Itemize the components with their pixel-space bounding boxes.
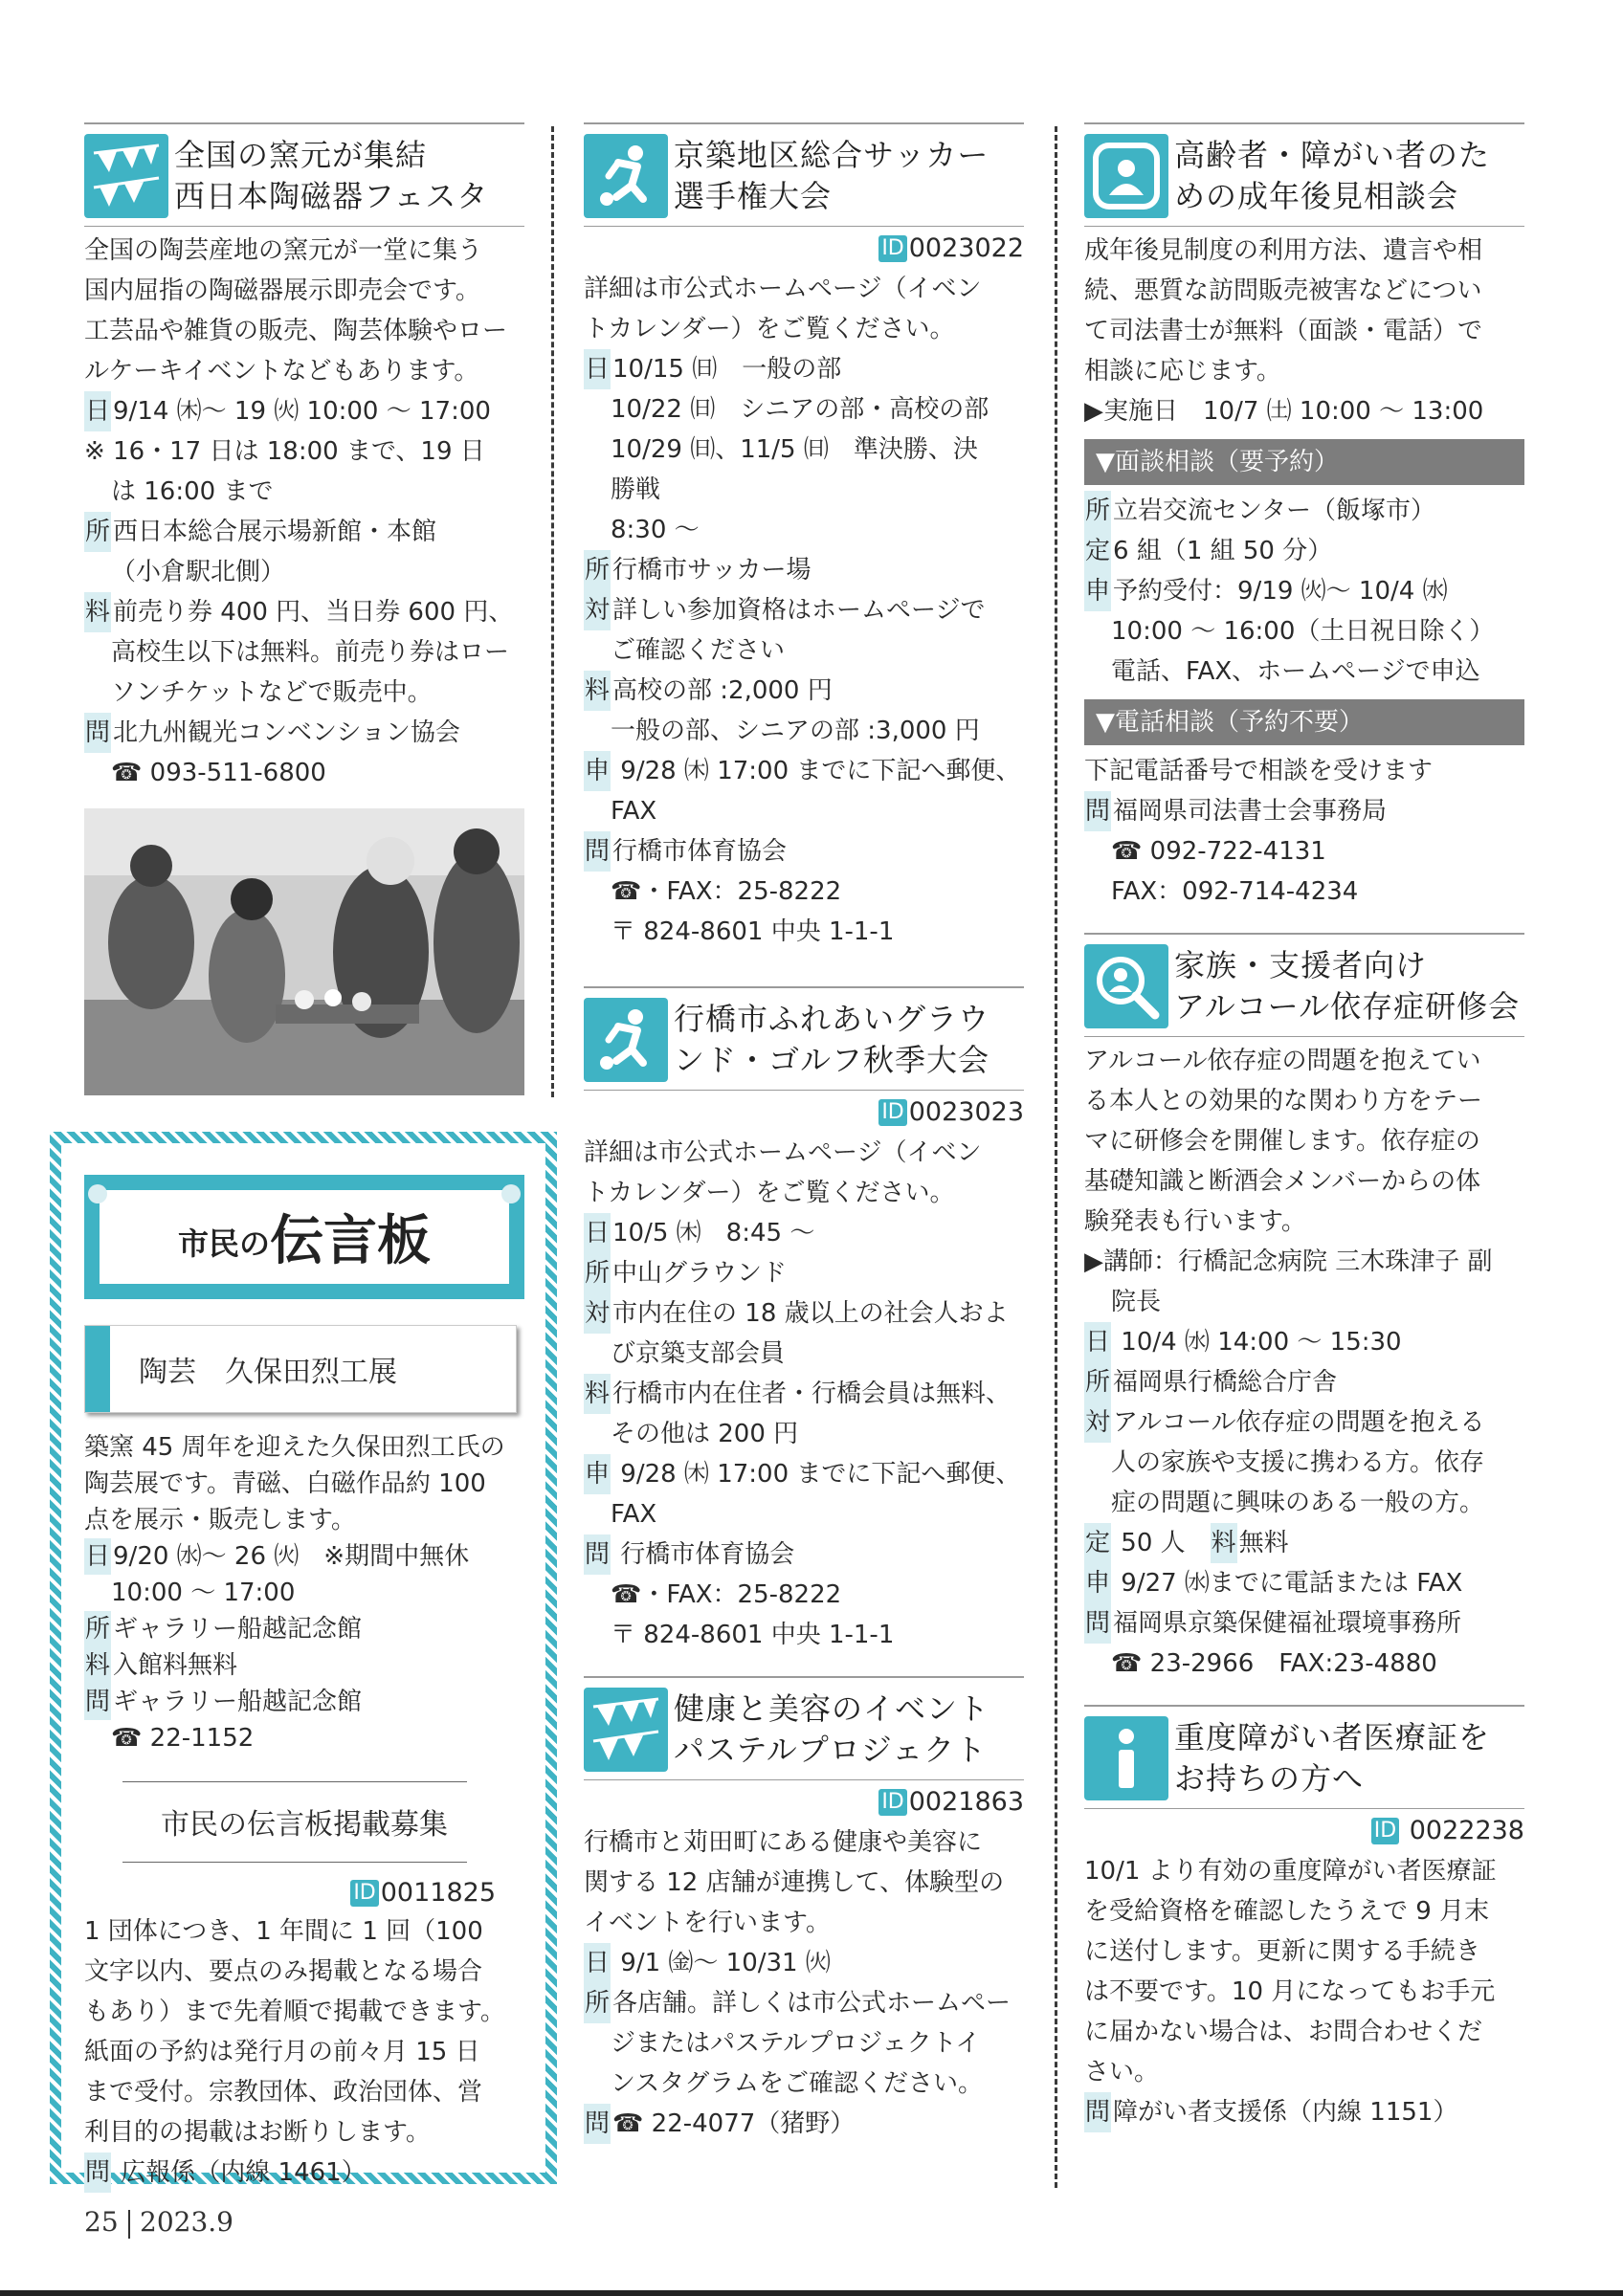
section-band: ▼電話相談（予約不要）	[1084, 699, 1524, 745]
event-time: 8:30 ～	[611, 516, 700, 544]
body-line: に送付します。更新に関する手続き	[1084, 1937, 1480, 1966]
event-date: 10/22 ㈰ シニアの部・高校の部	[611, 395, 989, 424]
article-header	[1084, 933, 1524, 1037]
section-band: ▼面談相談（要予約）	[1084, 439, 1524, 485]
capacity-tag: 定	[1084, 531, 1111, 571]
fee-tag: 料	[84, 1647, 111, 1684]
place-tag: 所	[1084, 491, 1111, 531]
board-ad-body	[84, 1429, 524, 1756]
board-title-small: 市民の	[177, 1225, 270, 1262]
article-title-line1: 行橋市ふれあいグラウ	[674, 1001, 990, 1037]
event-place: 行橋市サッカー場	[612, 556, 812, 585]
flag-garland-icon	[584, 1688, 668, 1772]
body-line: 詳細は市公式ホームページ（イベン	[584, 275, 982, 303]
body-line: る本人との効果的な関わり方をテー	[1084, 1087, 1483, 1115]
date-tag: 日	[584, 1943, 611, 1983]
body-line: 国内屈指の陶磁器展示即売会です。	[84, 276, 480, 305]
event-place: 福岡県行橋総合庁舎	[1113, 1368, 1338, 1397]
event-date: 9/1 ㈮～ 10/31 ㈫	[612, 1949, 831, 1977]
lecturer: 院長	[1111, 1288, 1162, 1316]
apply-tag: 申	[1084, 1563, 1111, 1603]
body-line: は不要です。10 月になってもお手元	[1084, 1977, 1496, 2006]
body-line: 工芸品や雑貨の販売、陶芸体験やロー	[84, 317, 508, 345]
body-line: イベントを行います。	[584, 1909, 831, 1937]
event-capacity: 6 組（1 組 50 分）	[1113, 537, 1333, 565]
event-apply: FAX	[611, 797, 657, 826]
event-contact: 福岡県司法書士会事務局	[1113, 797, 1388, 826]
event-place: （小倉駅北側）	[111, 558, 286, 586]
phone-note: 下記電話番号で相談を受けます	[1084, 757, 1434, 785]
ad-body-line: 陶芸展です。青磁、白磁作品約 100	[84, 1469, 486, 1498]
event-date: 9/14 ㈭～ 19 ㈫ 10:00 ～ 17:00	[113, 397, 491, 426]
event-fee: 前売り券 400 円、当日券 600 円、	[113, 598, 514, 627]
ad-phone: ☎ 22-1152	[111, 1724, 255, 1753]
flag-garland-icon	[84, 134, 168, 218]
date-note: は 16:00 まで	[111, 477, 274, 506]
article-header	[84, 122, 524, 227]
ad-contact: ギャラリー船越記念館	[113, 1688, 363, 1716]
fee-tag: 料	[84, 592, 111, 632]
info-icon	[1084, 1716, 1168, 1800]
contact-tag: 問	[1084, 1603, 1111, 1644]
place-tag: 所	[84, 512, 111, 552]
lecturer: ▶講師：行橋記念病院 三木珠津子 副	[1084, 1247, 1493, 1276]
body-line: 成年後見制度の利用方法、遺言や相	[1084, 236, 1483, 265]
body-line: トカレンダー）をご覧ください。	[584, 315, 955, 343]
article-title-line2: めの成年後見相談会	[1174, 178, 1459, 214]
event-address: 〒 824-8601 中央 1-1-1	[611, 1621, 895, 1649]
contact-tag: 問	[84, 2152, 111, 2193]
event-target: アルコール依存症の問題を抱える	[1113, 1408, 1485, 1437]
id-badge: ID	[1371, 1818, 1399, 1844]
ad-place: ギャラリー船越記念館	[113, 1615, 363, 1644]
running-person-icon	[584, 998, 668, 1082]
contact-tag: 問	[584, 1534, 611, 1575]
board-ad-header	[84, 1325, 517, 1413]
fee-tag: 料	[584, 671, 611, 711]
event-fee: 高校の部 :2,000 円	[612, 676, 833, 705]
article-header	[584, 1676, 1024, 1780]
event-contact: 障がい者支援係（内線 1151）	[1113, 2098, 1458, 2127]
article-title-line1: 健康と美容のイベント	[674, 1690, 990, 1727]
apply-tag: 申	[584, 1454, 611, 1494]
body-line: 験発表も行います。	[1084, 1207, 1306, 1236]
article-title-line1: 高齢者・障がい者のた	[1174, 137, 1491, 173]
place-tag: 所	[84, 1611, 111, 1647]
body-line: ルケーキイベントなどもあります。	[84, 357, 479, 386]
column-1	[84, 122, 524, 793]
page-id: 0021863	[908, 1787, 1024, 1817]
recruit-line: 利目的の掲載はお断りします。	[84, 2118, 431, 2147]
event-date: 勝戦	[611, 475, 661, 504]
event-contact: ☎ 22-4077（猪野）	[612, 2109, 856, 2138]
event-target: び京築支部会員	[611, 1339, 786, 1368]
article-title-line2: 選手権大会	[674, 178, 833, 214]
article-title-line1: 京築地区総合サッカー	[674, 137, 989, 173]
recruit-line: まで受付。宗教団体、政治団体、営	[84, 2078, 483, 2107]
page-id: 0023022	[908, 233, 1024, 263]
fee-tag: 料	[1211, 1523, 1237, 1563]
event-apply: 9/28 ㈭ 17:00 までに下記へ郵便、	[612, 757, 1021, 785]
article-title-line2: アルコール依存症研修会	[1174, 988, 1521, 1025]
ad-fee: 入館料無料	[113, 1651, 238, 1680]
body-line: に届かない場合は、お問合わせくだ	[1084, 2018, 1483, 2046]
event-place: 西日本総合展示場新館・本館	[113, 518, 437, 546]
recruit-body	[84, 1911, 524, 2193]
body-line: 詳細は市公式ホームページ（イベン	[584, 1138, 982, 1167]
event-fee: 一般の部、シニアの部 :3,000 円	[611, 717, 980, 745]
target-tag: 対	[584, 1293, 611, 1334]
event-phone: ☎ 092-722-4131	[1111, 837, 1326, 866]
event-target: 詳しい参加資格はホームページで	[612, 596, 986, 625]
event-place: 各店舗。詳しくは市公式ホームペー	[612, 1989, 1012, 2018]
divider	[122, 1781, 467, 1782]
body-line: 関する 12 店舗が連携して、体験型の	[584, 1868, 1005, 1897]
id-badge: ID	[878, 1099, 906, 1126]
apply-tag: 申	[1084, 571, 1111, 611]
event-fee: 無料	[1238, 1529, 1289, 1557]
contact-tag: 問	[84, 1684, 111, 1720]
place-tag: 所	[584, 550, 611, 590]
body-line: 相談に応じます。	[1084, 357, 1281, 386]
event-apply: 10:00 ～ 16:00（土日祝日除く）	[1111, 617, 1495, 646]
page-id: 0022238	[1401, 1816, 1524, 1845]
person-frame-icon	[1084, 134, 1168, 218]
recruit-line: もあり）まで先着順で掲載できます。	[84, 1998, 505, 2026]
column-3	[1084, 122, 1524, 2132]
place-tag: 所	[584, 1253, 611, 1293]
contact-tag: 問	[84, 713, 111, 753]
capacity-tag: 定	[1084, 1523, 1111, 1563]
contact-tag: 問	[584, 831, 611, 872]
article-header	[1084, 1705, 1524, 1809]
article-header	[1084, 122, 1524, 227]
article-title-line1: 重度障がい者医療証を	[1174, 1719, 1491, 1755]
target-tag: 対	[1084, 1402, 1111, 1443]
recruit-title: 市民の伝言板掲載募集	[161, 1808, 448, 1842]
event-fee: ソンチケットなどで販売中。	[111, 678, 433, 707]
date-tag: 日	[584, 1213, 611, 1253]
body-line: を受給資格を確認したうえで 9 月末	[1084, 1897, 1490, 1926]
event-address: 〒 824-8601 中央 1-1-1	[611, 917, 895, 946]
body-line: トカレンダー）をご覧ください。	[584, 1179, 955, 1207]
body-line: アルコール依存症の問題を抱えてい	[1084, 1047, 1481, 1075]
event-apply: 9/27 ㈬までに電話または FAX	[1113, 1569, 1463, 1598]
magnifier-person-icon	[1084, 944, 1168, 1028]
event-apply: FAX	[611, 1500, 657, 1529]
event-date: 10/29 ㈰、11/5 ㈰ 準決勝、決	[611, 435, 978, 464]
pin-icon	[88, 1184, 107, 1203]
body-line: て司法書士が無料（面談・電話）で	[1084, 317, 1483, 345]
ad-time: 10:00 ～ 17:00	[111, 1578, 296, 1607]
article-title-line2: ンド・ゴルフ秋季大会	[674, 1042, 990, 1078]
page-id: 0023023	[908, 1097, 1024, 1127]
recruit-line: 紙面の予約は発行月の前々月 15 日	[84, 2038, 480, 2066]
body-line: 行橋市と苅田町にある健康や美容に	[584, 1828, 983, 1857]
contact-tag: 問	[1084, 2092, 1111, 2132]
event-date: 10/15 ㈰ 一般の部	[612, 355, 842, 384]
event-apply: 9/28 ㈭ 17:00 までに下記へ郵便、	[612, 1460, 1021, 1489]
held-date: ▶実施日 10/7 ㈯ 10:00 ～ 13:00	[1084, 397, 1484, 426]
recruit-contact: 広報係（内線 1461）	[113, 2158, 367, 2187]
event-target: 症の問題に興味のある一般の方。	[1111, 1489, 1485, 1517]
page-number: 25	[84, 2206, 119, 2238]
ad-body-line: 点を展示・販売します。	[84, 1506, 356, 1534]
event-target: 市内在住の 18 歳以上の社会人およ	[612, 1299, 1009, 1328]
event-target: 人の家族や支援に携わる方。依存	[1111, 1448, 1485, 1477]
event-contact: 福岡県京築保健福祉環境事務所	[1113, 1609, 1462, 1638]
column-separator	[1055, 126, 1057, 2188]
running-person-icon	[584, 134, 668, 218]
event-apply: 電話、FAX、ホームページで申込	[1111, 657, 1480, 686]
article-header	[584, 122, 1024, 227]
event-phone: ☎ 23-2966 FAX:23-4880	[1111, 1649, 1437, 1678]
place-tag: 所	[584, 1983, 611, 2023]
id-badge: ID	[878, 235, 906, 262]
contact-tag: 問	[1084, 791, 1111, 831]
event-contact: 行橋市体育協会	[612, 1540, 795, 1569]
event-place: ジまたはパステルプロジェクトイ	[611, 2029, 981, 2058]
event-phone: ☎ 093-511-6800	[111, 759, 326, 787]
body-line: マに研修会を開催します。依存症の	[1084, 1127, 1480, 1156]
article-header	[584, 986, 1024, 1091]
date-note: ※ 16・17 日は 18:00 まで、19 日	[84, 437, 485, 466]
board-title-big: 伝言板	[270, 1210, 431, 1272]
event-phone: ☎・FAX：25-8222	[611, 877, 842, 906]
body-line: さい。	[1084, 2058, 1160, 2086]
event-photo	[84, 808, 524, 1095]
folio-divider	[128, 2210, 130, 2239]
contact-tag: 問	[584, 2104, 611, 2144]
event-fee: 高校生以下は無料。前売り券はロー	[111, 638, 510, 667]
event-apply: 予約受付：9/19 ㈫～ 10/4 ㈬	[1113, 577, 1448, 606]
column-2	[584, 122, 1024, 2144]
article-title-line2: お持ちの方へ	[1174, 1760, 1365, 1797]
event-phone: ☎・FAX：25-8222	[611, 1580, 842, 1609]
event-fee: 行橋市内在住者・行橋会員は無料、	[612, 1380, 1012, 1408]
issue-date: 2023.9	[140, 2206, 233, 2238]
id-badge: ID	[350, 1880, 378, 1907]
article-title-line2: パステルプロジェクト	[674, 1732, 988, 1768]
event-contact: 行橋市体育協会	[612, 837, 788, 866]
event-place: ンスタグラムをご確認ください。	[611, 2069, 983, 2098]
bottom-rule	[0, 2290, 1623, 2296]
body-line: 全国の陶芸産地の窯元が一堂に集う	[84, 236, 483, 265]
event-date: 10/5 ㈭ 8:45 ～	[612, 1219, 815, 1247]
event-fee: その他は 200 円	[611, 1420, 799, 1448]
article-title-line1: 全国の窯元が集結	[174, 137, 428, 173]
recruit-line: 1 団体につき、1 年間に 1 回（100	[84, 1917, 483, 1946]
board-title-frame	[84, 1175, 524, 1299]
body-line: 続、悪質な訪問販売被害などについ	[1084, 276, 1482, 305]
event-target: ご確認ください	[611, 636, 786, 665]
event-fax: FAX：092-714-4234	[1111, 877, 1359, 906]
ad-title: 陶芸 久保田烈工展	[139, 1356, 397, 1389]
event-place: 立岩交流センター（飯塚市）	[1113, 497, 1435, 525]
date-tag: 日	[1084, 1322, 1111, 1362]
recruit-line: 文字以内、要点のみ掲載となる場合	[84, 1957, 483, 1986]
fee-tag: 料	[584, 1374, 611, 1414]
event-contact: 北九州観光コンベンション協会	[113, 718, 460, 747]
target-tag: 対	[584, 590, 611, 630]
body-line: 基礎知識と断酒会メンバーからの体	[1084, 1167, 1481, 1196]
date-tag: 日	[84, 1538, 111, 1575]
divider	[122, 1862, 467, 1863]
ad-body-line: 築窯 45 周年を迎えた久保田烈工氏の	[84, 1433, 505, 1462]
event-capacity: 50 人	[1113, 1529, 1211, 1557]
ad-date: 9/20 ㈬～ 26 ㈫ ※期間中無休	[113, 1542, 470, 1571]
event-date: 10/4 ㈬ 14:00 ～ 15:30	[1113, 1328, 1402, 1357]
ad-accent-bar	[85, 1326, 110, 1412]
column-separator	[551, 126, 554, 1097]
article-title-line2: 西日本陶磁器フェスタ	[174, 178, 489, 214]
date-tag: 日	[84, 391, 111, 431]
id-badge: ID	[878, 1789, 906, 1816]
page-id: 0011825	[380, 1878, 496, 1908]
body-line: 10/1 より有効の重度障がい者医療証	[1084, 1857, 1497, 1886]
date-tag: 日	[584, 349, 611, 389]
pin-icon	[501, 1184, 521, 1203]
apply-tag: 申	[584, 751, 611, 791]
event-place: 中山グラウンド	[612, 1259, 788, 1288]
place-tag: 所	[1084, 1362, 1111, 1402]
article-title-line1: 家族・支援者向け	[1174, 947, 1428, 983]
